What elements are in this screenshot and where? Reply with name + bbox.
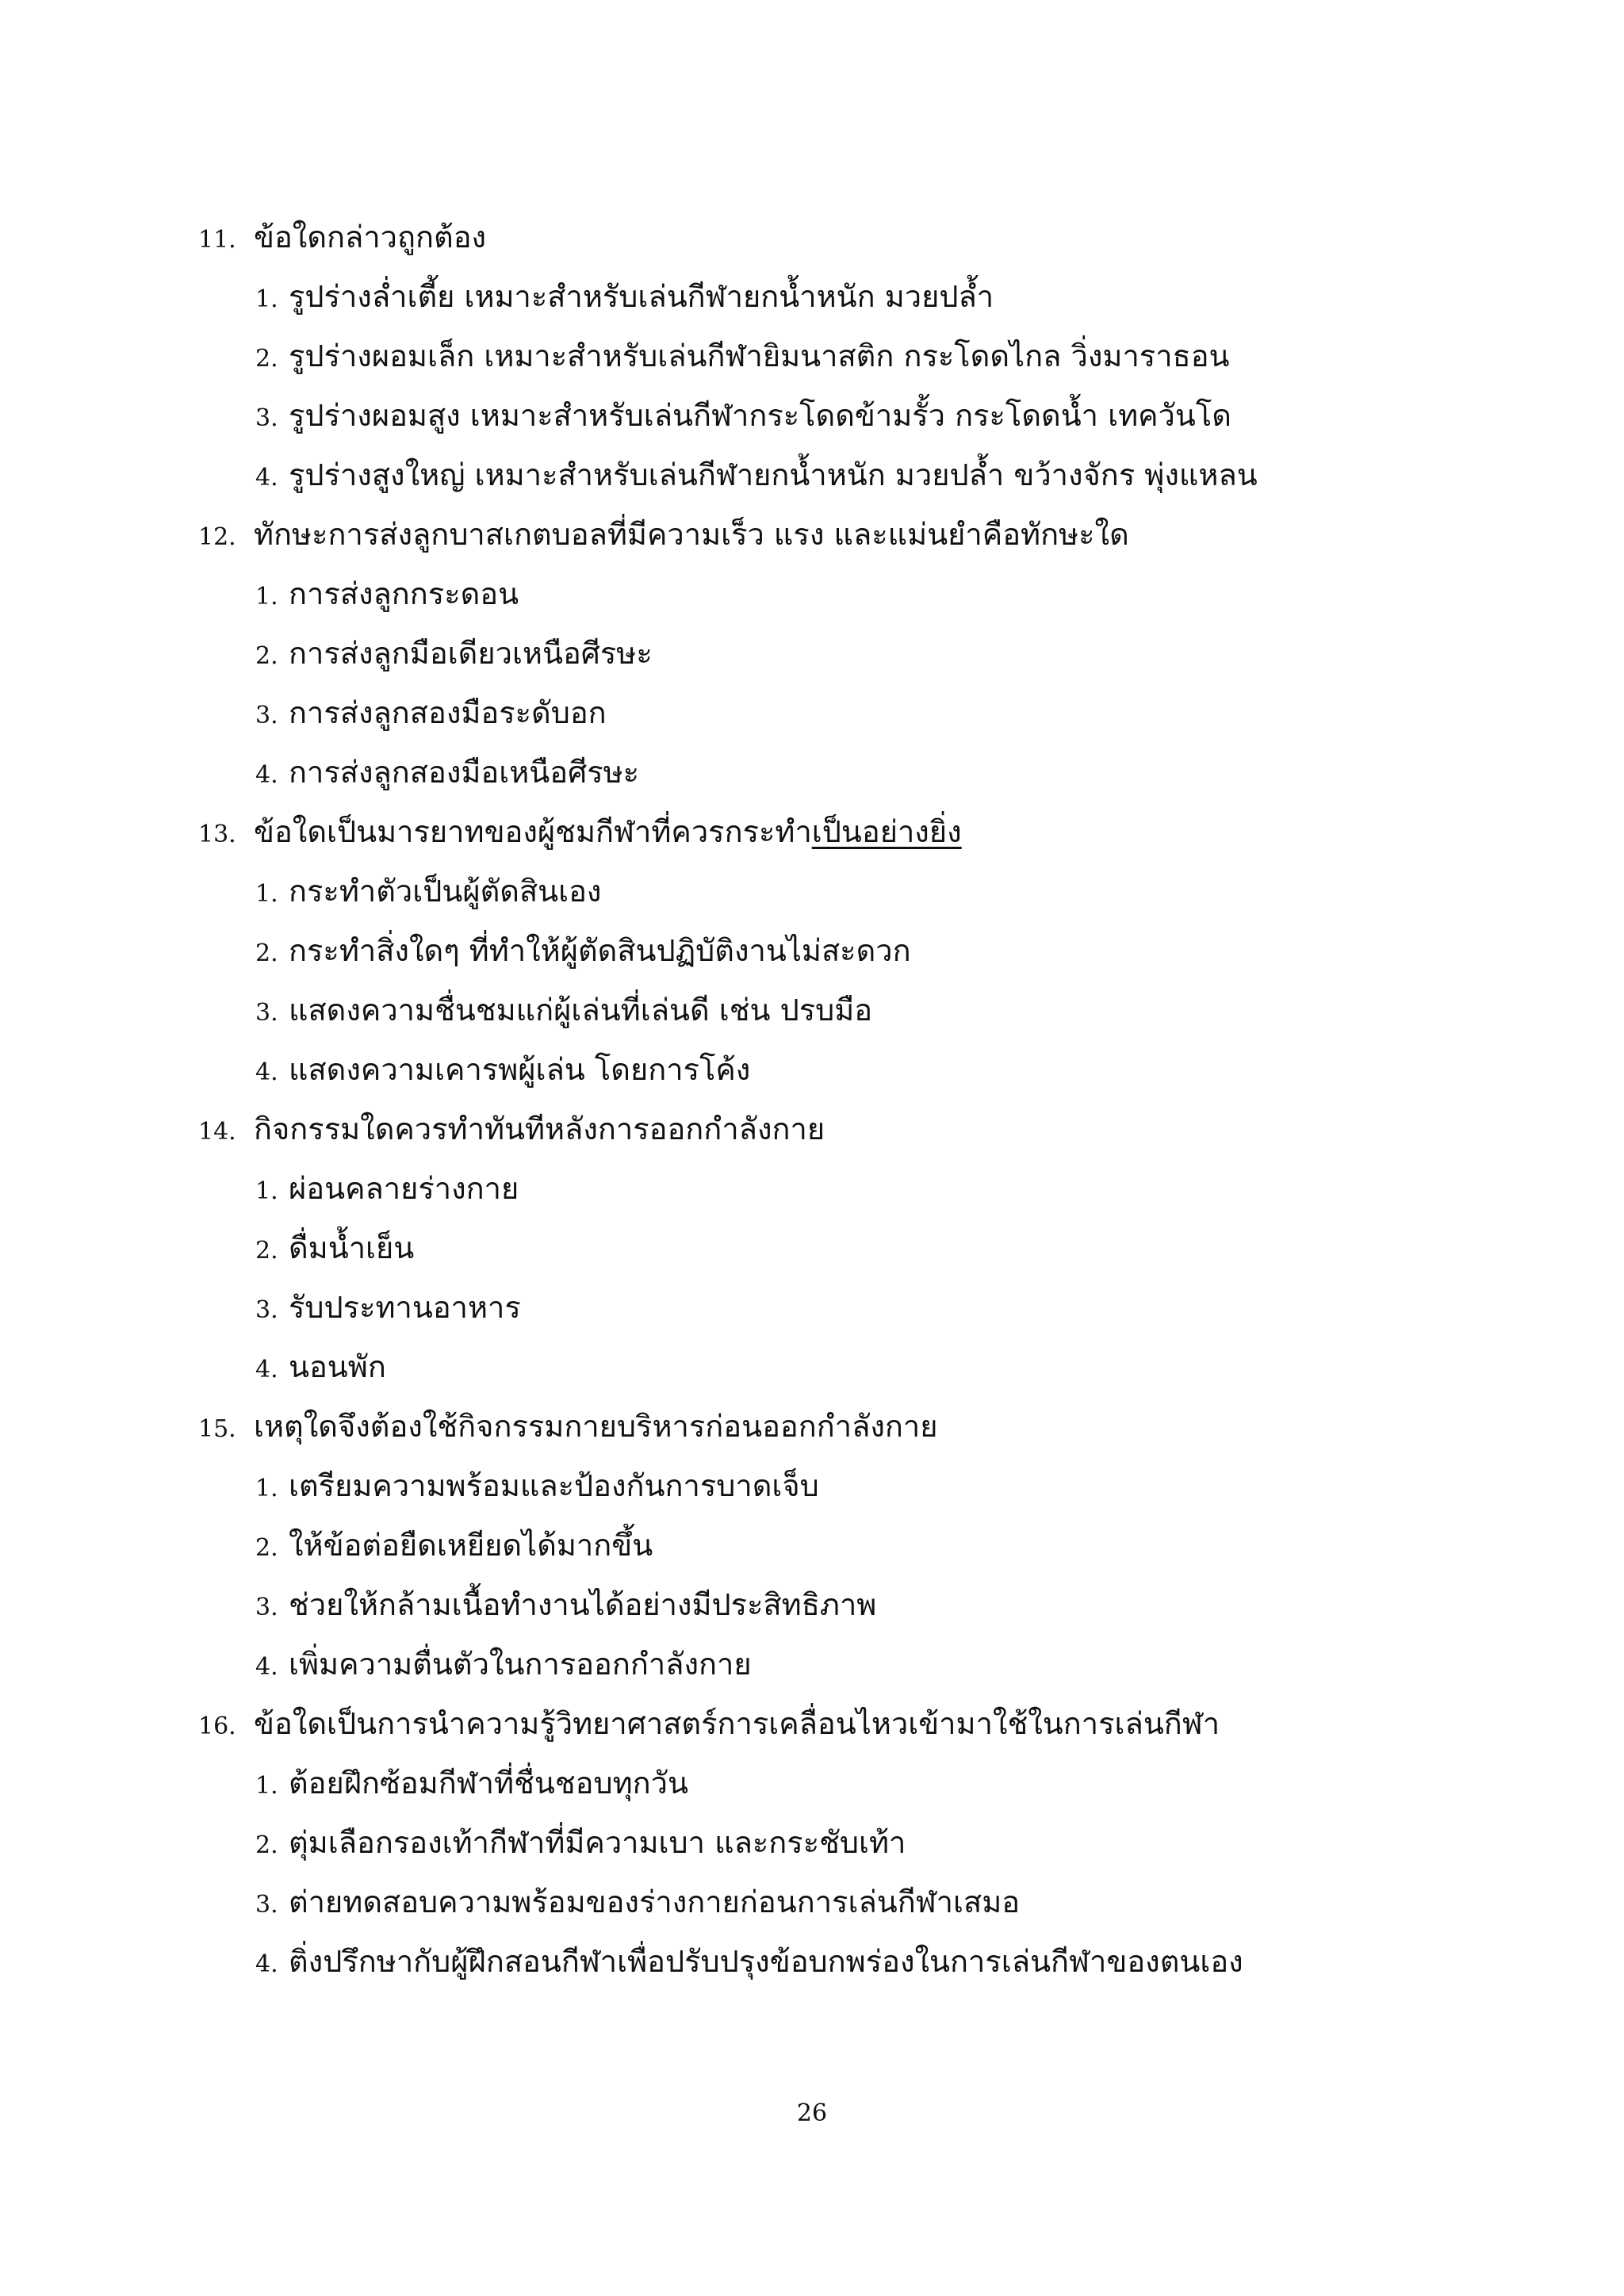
answer-option	[198, 1159, 1499, 1219]
question-14	[198, 1100, 1499, 1397]
answer-option	[198, 1040, 1499, 1100]
question-text	[254, 802, 962, 862]
question-number: 12.	[198, 523, 236, 551]
answer-option	[198, 1337, 1499, 1397]
option-number: 3.	[255, 1891, 278, 1919]
option-text: รูปร่างสูงใหญ่ เหมาะสำหรับเล่นกีฬายกน้ำหนัก มวยปล้ำ ขว้างจักร พุ่งแหลน	[289, 457, 1258, 492]
question-text: ทักษะการส่งลูกบาสเกตบอลที่มีความเร็ว แรง และแม่นยำคือทักษะใด	[254, 517, 1129, 552]
option-text: ผ่อนคลายร่างกาย	[289, 1171, 519, 1206]
option-text: รูปร่างล่ำเตี้ย เหมาะสำหรับเล่นกีฬายกน้ำหนัก มวยปล้ำ	[289, 279, 994, 314]
option-text: ช่วยให้กล้ามเนื้อทำงานได้อย่างมีประสิทธิภาพ	[289, 1587, 877, 1622]
option-number: 2.	[255, 345, 278, 373]
question-stem	[198, 505, 1499, 564]
answer-option	[198, 683, 1499, 743]
answer-option	[198, 921, 1499, 981]
question-16	[198, 1694, 1499, 1992]
answer-option	[198, 327, 1499, 386]
answer-option	[198, 446, 1499, 505]
option-number: 2.	[255, 1831, 278, 1859]
option-number: 1.	[255, 1475, 278, 1502]
question-number: 15.	[198, 1415, 236, 1443]
question-stem	[198, 1397, 1499, 1456]
option-text: แสดงความเคารพผู้เล่น โดยการโค้ง	[289, 1052, 751, 1087]
option-text: การส่งลูกกระดอน	[289, 576, 519, 611]
option-text: รูปร่างผอมสูง เหมาะสำหรับเล่นกีฬากระโดดข้ามรั้ว กระโดดน้ำ เทควันโด	[289, 398, 1231, 433]
option-number: 3.	[255, 404, 278, 432]
answer-option	[198, 1219, 1499, 1278]
option-text: รูปร่างผอมเล็ก เหมาะสำหรับเล่นกีฬายิมนาสติก กระโดดไกล วิ่งมาราธอน	[289, 339, 1230, 373]
question-text-main: ข้อใดเป็นมารยาทของผู้ชมกีฬาที่ควรกระทำ	[254, 814, 812, 849]
option-number: 1.	[255, 880, 278, 908]
option-number: 3.	[255, 1594, 278, 1621]
answer-option	[198, 386, 1499, 446]
answer-option	[198, 1456, 1499, 1516]
question-number: 13.	[198, 821, 236, 848]
option-text: กระทำสิ่งใดๆ ที่ทำให้ผู้ตัดสินปฏิบัติงานไม่สะดวก	[289, 933, 911, 968]
answer-option	[198, 624, 1499, 683]
question-text-emphasis: เป็นอย่างยิ่ง	[811, 814, 962, 849]
option-number: 3.	[255, 702, 278, 729]
question-stem	[198, 802, 1499, 862]
question-15	[198, 1397, 1499, 1694]
option-text: ตุ่มเลือกรองเท้ากีฬาที่มีความเบา และกระชับเท้า	[289, 1825, 906, 1860]
answer-option	[198, 564, 1499, 624]
answer-option	[198, 743, 1499, 802]
answer-option	[198, 981, 1499, 1040]
answer-option	[198, 1516, 1499, 1575]
option-number: 4.	[255, 464, 278, 492]
option-number: 4.	[255, 1950, 278, 1978]
answer-option	[198, 267, 1499, 327]
option-number: 2.	[255, 939, 278, 967]
answer-option	[198, 1635, 1499, 1694]
option-number: 4.	[255, 1653, 278, 1681]
question-number: 16.	[198, 1712, 236, 1740]
answer-option	[198, 1754, 1499, 1813]
option-number: 4.	[255, 1058, 278, 1086]
question-text: ข้อใดกล่าวถูกต้อง	[254, 220, 487, 254]
option-number: 1.	[255, 1177, 278, 1205]
answer-option	[198, 1278, 1499, 1337]
option-text: แสดงความชื่นชมแก่ผู้เล่นที่เล่นดี เช่น ปรบมือ	[289, 993, 873, 1027]
option-number: 2.	[255, 1534, 278, 1562]
option-text: นอนพัก	[289, 1349, 386, 1384]
page-number: 26	[796, 2099, 828, 2127]
option-number: 3.	[255, 1296, 278, 1324]
option-number: 4.	[255, 761, 278, 789]
option-text: ต่ายทดสอบความพร้อมของร่างกายก่อนการเล่นกีฬาเสมอ	[289, 1885, 1021, 1919]
question-stem	[198, 208, 1499, 267]
question-text: กิจกรรมใดควรทำทันทีหลังการออกกำลังกาย	[254, 1112, 825, 1146]
option-text: เพิ่มความตื่นตัวในการออกกำลังกาย	[289, 1647, 752, 1682]
answer-option	[198, 1813, 1499, 1873]
question-number: 14.	[198, 1118, 236, 1146]
question-text: ข้อใดเป็นการนำความรู้วิทยาศาสตร์การเคลื่อนไหวเข้ามาใช้ในการเล่นกีฬา	[254, 1706, 1220, 1741]
question-text: เหตุใดจึงต้องใช้กิจกรรมกายบริหารก่อนออกกำลังกาย	[254, 1409, 938, 1444]
option-number: 1.	[255, 285, 278, 313]
option-text: การส่งลูกสองมือเหนือศีรษะ	[289, 755, 640, 790]
option-text: การส่งลูกมือเดียวเหนือศีรษะ	[289, 636, 653, 671]
question-list	[198, 208, 1499, 1992]
question-11	[198, 208, 1499, 505]
question-12	[198, 505, 1499, 802]
answer-option	[198, 1932, 1499, 1992]
option-text: เตรียมความพร้อมและป้องกันการบาดเจ็บ	[289, 1468, 819, 1503]
answer-option	[198, 862, 1499, 921]
option-text: กระทำตัวเป็นผู้ตัดสินเอง	[289, 874, 602, 909]
option-number: 1.	[255, 583, 278, 610]
question-13	[198, 802, 1499, 1100]
option-text: ดื่มน้ำเย็น	[289, 1230, 415, 1265]
question-stem	[198, 1694, 1499, 1754]
option-text: ต้อยฝึกซ้อมกีฬาที่ชื่นชอบทุกวัน	[289, 1766, 688, 1800]
answer-option	[198, 1873, 1499, 1932]
answer-option	[198, 1575, 1499, 1635]
option-number: 2.	[255, 1237, 278, 1265]
option-number: 1.	[255, 1772, 278, 1800]
option-text: ติ่งปรึกษากับผู้ฝึกสอนกีฬาเพื่อปรับปรุงข้อบกพร่องในการเล่นกีฬาของตนเอง	[289, 1944, 1243, 1979]
option-text: การส่งลูกสองมือระดับอก	[289, 695, 607, 730]
option-number: 2.	[255, 642, 278, 670]
option-text: ให้ข้อต่อยืดเหยียดได้มากขึ้น	[289, 1528, 653, 1563]
question-number: 11.	[198, 226, 236, 254]
question-stem	[198, 1100, 1499, 1159]
option-number: 3.	[255, 999, 278, 1027]
option-text: รับประทานอาหาร	[289, 1290, 521, 1325]
option-number: 4.	[255, 1356, 278, 1383]
